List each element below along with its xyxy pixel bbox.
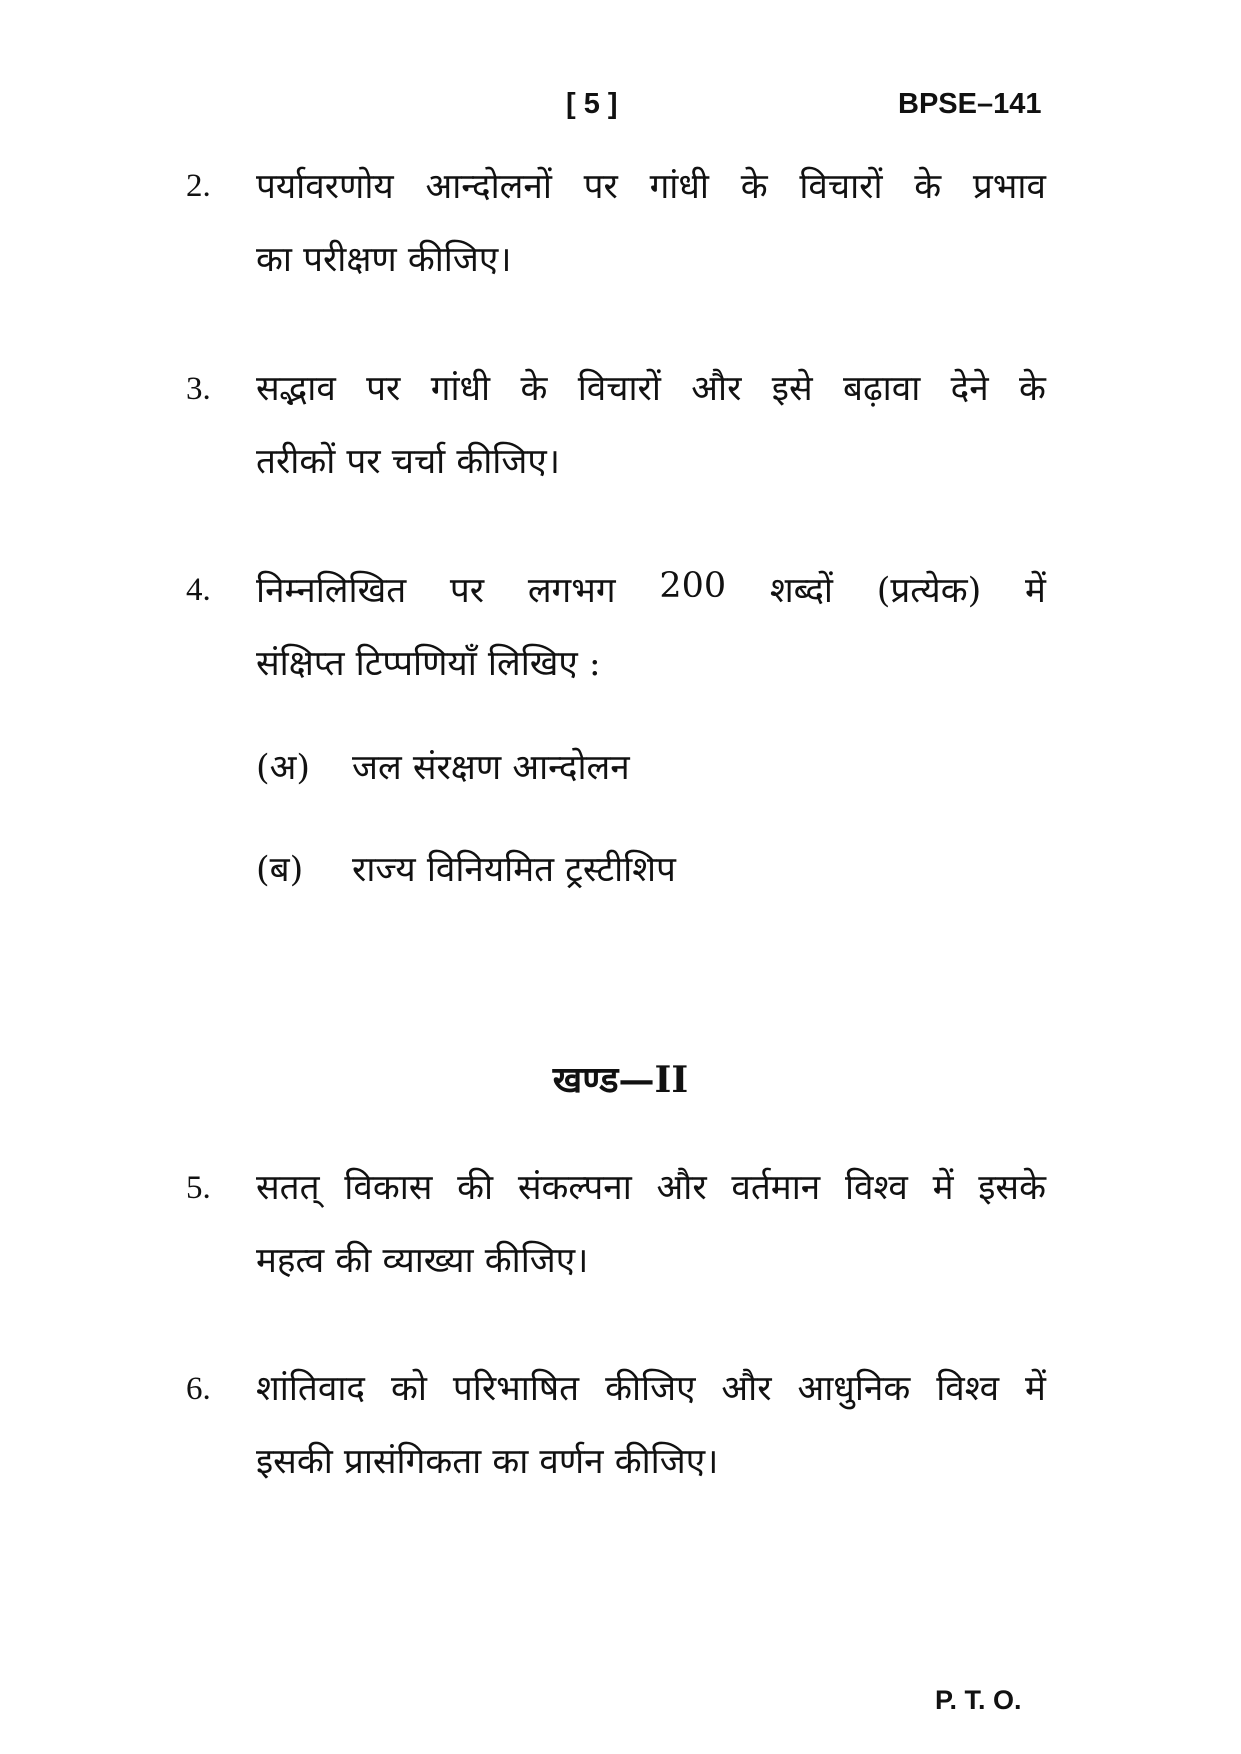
question-word: (प्रत्येक)	[876, 571, 982, 611]
question-word: के	[1019, 369, 1046, 409]
question-word: में	[932, 1168, 954, 1208]
question-word: देने	[950, 369, 989, 409]
question-text-line: तरीकों पर चर्चा कीजिए।	[256, 442, 560, 482]
question-word: की	[457, 1168, 494, 1208]
question-word: आन्दोलनों	[425, 167, 552, 207]
question-word: कीजिए	[605, 1369, 696, 1409]
question-text-line: महत्व की व्याख्या कीजिए।	[256, 1241, 589, 1281]
question-text-line	[256, 364, 1046, 411]
question-word: इसके	[978, 1168, 1046, 1208]
question-text-line	[256, 1364, 1046, 1411]
question-word: विश्व	[936, 1369, 1000, 1409]
question-text-line: इसकी प्रासंगिकता का वर्णन कीजिए।	[256, 1442, 719, 1482]
question-word: में	[1025, 1369, 1046, 1409]
question-number: 3.	[186, 371, 211, 407]
question-text-line: संक्षिप्त टिप्पणियाँ लिखिए :	[256, 644, 601, 684]
question-text-line	[256, 162, 1046, 209]
question-word: पर	[449, 571, 485, 611]
question-word: संकल्पना	[517, 1168, 632, 1208]
question-word: के	[520, 369, 548, 409]
question-word: विचारों	[577, 369, 661, 409]
question-word: बढ़ावा	[842, 369, 921, 409]
question-word: पर्यावरणोय	[256, 167, 394, 207]
question-text-line	[256, 1163, 1046, 1210]
question-word: के	[740, 167, 768, 207]
sub-item-marker: (ब)	[256, 850, 304, 890]
question-word: और	[691, 369, 742, 409]
question-word: सतत्	[256, 1168, 320, 1208]
question-word: शब्दों	[769, 571, 833, 611]
question-number: 5.	[186, 1170, 211, 1206]
question-text-line: का परीक्षण कीजिए।	[256, 240, 512, 280]
question-word: और	[721, 1369, 772, 1409]
question-word: प्रभाव	[972, 167, 1046, 207]
question-word: वर्तमान	[731, 1168, 821, 1208]
question-word: के	[914, 167, 942, 207]
question-word: को	[390, 1369, 427, 1409]
question-word: लगभग	[527, 571, 616, 611]
question-word: पर	[366, 369, 401, 409]
question-word: और	[656, 1168, 707, 1208]
question-word: विचारों	[799, 167, 883, 207]
course-code: BPSE–141	[898, 88, 1042, 120]
question-word: सद्भाव	[256, 369, 336, 409]
question-word: गांधी	[430, 369, 491, 409]
pto-label: P. T. O.	[935, 1685, 1022, 1715]
question-word: में	[1025, 571, 1046, 611]
question-word: विकास	[344, 1168, 433, 1208]
question-word: गांधी	[649, 167, 709, 207]
page-number: [ 5 ]	[566, 88, 618, 120]
question-word: पर	[583, 167, 618, 207]
question-number: 4.	[186, 572, 211, 608]
sub-item-text: जल संरक्षण आन्दोलन	[352, 748, 630, 788]
section-title: खण्ड—II	[552, 1059, 689, 1101]
question-word: विश्व	[844, 1168, 908, 1208]
sub-item-marker: (अ)	[256, 748, 311, 788]
question-number: 6.	[186, 1371, 211, 1407]
question-word: इसे	[771, 369, 813, 409]
question-word: 200	[659, 566, 727, 606]
question-word: निम्नलिखित	[256, 571, 407, 611]
question-word: शांतिवाद	[256, 1369, 365, 1409]
question-word: आधुनिक	[797, 1369, 911, 1409]
question-word: परिभाषित	[452, 1369, 580, 1409]
sub-item-text: राज्य विनियमित ट्रस्टीशिप	[352, 850, 676, 890]
question-number: 2.	[186, 168, 211, 204]
question-text-line	[256, 566, 1046, 613]
